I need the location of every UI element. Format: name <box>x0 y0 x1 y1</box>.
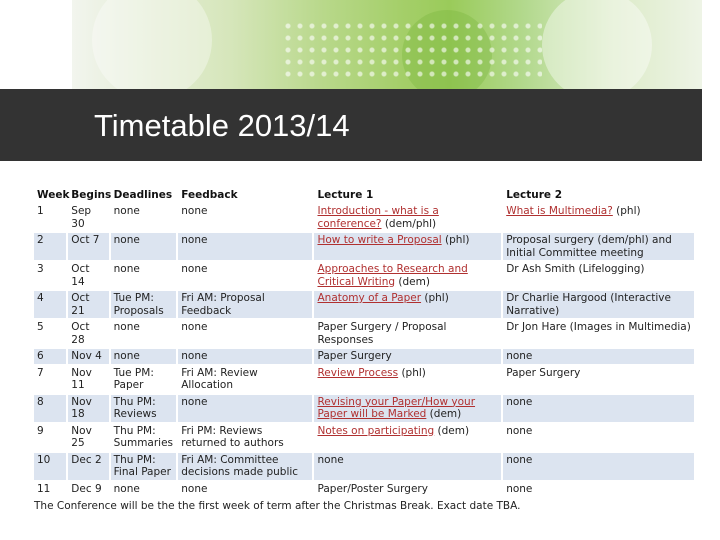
cell-begins: Oct 14 <box>71 263 90 288</box>
cell-week: 4 <box>34 291 66 318</box>
cell-deadlines: none <box>113 482 140 495</box>
slide-title: Timetable 2013/14 <box>94 108 350 143</box>
cell-deadlines: Thu PM: Reviews <box>111 395 177 422</box>
lecture-link[interactable]: Anatomy of a Paper <box>317 292 422 304</box>
lecture-text: Proposal surgery (dem/phl) and Initial Committee meeting <box>506 234 672 259</box>
cell-feedback: none <box>178 233 312 260</box>
cell-lecture-1 <box>314 349 501 364</box>
cell-feedback: none <box>181 321 208 333</box>
cell-lecture-1 <box>314 482 501 497</box>
cell-week: 9 <box>37 424 44 437</box>
timetable-table <box>32 186 696 498</box>
table-row <box>34 482 694 497</box>
cell-feedback: none <box>181 482 208 495</box>
cell-feedback: Fri AM: Proposal Feedback <box>178 291 312 318</box>
table-row <box>34 395 694 422</box>
cell-lecture-2 <box>503 262 694 289</box>
cell-week: 11 <box>37 482 51 495</box>
cell-deadlines: Tue PM: Proposals <box>111 291 177 318</box>
table-row <box>34 320 694 347</box>
lecture-text: none <box>506 424 533 437</box>
lecture-text: none <box>506 453 533 466</box>
table-row <box>34 291 694 318</box>
banner-image <box>72 0 702 89</box>
lecture-text: Paper Surgery <box>317 350 392 362</box>
lecture-link[interactable]: Introduction - what is a conference? <box>317 205 439 230</box>
cell-lecture-2 <box>503 204 694 231</box>
cell-begins: Dec 2 <box>68 453 108 480</box>
cell-lecture-2 <box>503 291 694 318</box>
footnote: The Conference will be the the first week of term after the Christmas Break. Exact date TBA. <box>34 500 521 512</box>
cell-deadlines: none <box>113 205 140 217</box>
cell-week: 6 <box>34 349 66 364</box>
cell-feedback: none <box>181 263 208 275</box>
cell-begins: Sep 30 <box>71 205 92 230</box>
cell-feedback: Fri PM: Reviews returned to authors <box>181 424 284 449</box>
cell-deadlines: Thu PM: Summaries <box>113 424 174 449</box>
cell-lecture-2 <box>503 320 694 347</box>
lecture-link[interactable]: Review Process <box>317 366 399 379</box>
cell-begins: Nov 4 <box>68 349 108 364</box>
cell-deadlines: Tue PM: Paper <box>113 366 154 391</box>
right-margin <box>702 0 720 540</box>
cell-week: 5 <box>37 321 44 333</box>
cell-week: 3 <box>37 263 44 275</box>
column-header: Deadlines <box>113 189 173 201</box>
cell-deadlines: none <box>113 263 140 275</box>
column-header: Feedback <box>181 189 238 201</box>
lecture-link[interactable]: Approaches to Research and Critical Writing <box>317 263 468 288</box>
top-left-margin <box>0 0 72 89</box>
lecture-text: none <box>506 350 533 362</box>
cell-feedback: none <box>178 349 312 364</box>
cell-deadlines: none <box>111 233 177 260</box>
header-row <box>34 188 694 202</box>
cell-begins: Oct 7 <box>68 233 108 260</box>
cell-lecture-1 <box>314 366 501 393</box>
table-row <box>34 453 694 480</box>
lecture-link[interactable]: What is Multimedia? <box>506 205 613 217</box>
lecture-text: (phl) <box>398 366 426 379</box>
table-row <box>34 366 694 393</box>
lecture-text: (dem) <box>395 275 430 288</box>
cell-feedback: none <box>181 205 208 217</box>
lecture-text: none <box>506 482 533 495</box>
cell-week: 1 <box>37 205 44 217</box>
cell-deadlines: none <box>111 349 177 364</box>
cell-lecture-1 <box>314 320 501 347</box>
cell-week: 8 <box>34 395 66 422</box>
cell-begins: Dec 9 <box>71 482 102 495</box>
lecture-link[interactable]: Revising your Paper/How your Paper will be Marked <box>317 395 476 420</box>
column-header: Lecture 1 <box>317 189 374 201</box>
cell-lecture-2 <box>503 349 694 364</box>
cell-lecture-2 <box>503 482 694 497</box>
table-row <box>34 349 694 364</box>
column-header: Lecture 2 <box>506 189 562 201</box>
cell-lecture-1 <box>314 453 501 480</box>
cell-lecture-2 <box>503 424 694 451</box>
table-row <box>34 233 694 260</box>
cell-lecture-1 <box>314 262 501 289</box>
cell-lecture-1 <box>314 291 501 318</box>
timetable <box>32 186 696 512</box>
lecture-link[interactable]: How to write a Proposal <box>317 234 442 246</box>
table-row <box>34 204 694 231</box>
lecture-text: (dem/phl) <box>381 217 437 230</box>
cell-lecture-2 <box>503 453 694 480</box>
cell-lecture-2 <box>503 395 694 422</box>
cell-lecture-1 <box>314 395 501 422</box>
lecture-text: (phl) <box>421 292 449 304</box>
table-row <box>34 424 694 451</box>
cell-begins: Oct 21 <box>68 291 108 318</box>
lecture-text: (phl) <box>612 205 641 217</box>
lecture-text: (dem) <box>426 408 462 420</box>
cell-week: 7 <box>37 366 44 379</box>
lecture-text: (dem) <box>434 424 470 437</box>
lecture-text: none <box>317 453 344 466</box>
table-row <box>34 262 694 289</box>
cell-lecture-1 <box>314 233 501 260</box>
lecture-text: none <box>506 395 533 408</box>
lecture-text: Paper Surgery <box>506 366 581 379</box>
cell-week: 10 <box>34 453 66 480</box>
cell-lecture-2 <box>503 366 694 393</box>
lecture-text: (phl) <box>441 234 470 246</box>
cell-lecture-2 <box>503 233 694 260</box>
cell-deadlines: Thu PM: Final Paper <box>111 453 177 480</box>
cell-begins: Nov 11 <box>71 366 92 391</box>
lecture-text: Dr Jon Hare (Images in Multimedia) <box>506 321 691 333</box>
cell-begins: Oct 28 <box>71 321 90 346</box>
lecture-text: Paper Surgery / Proposal Responses <box>317 321 447 346</box>
cell-lecture-1 <box>314 424 501 451</box>
cell-begins: Nov 18 <box>68 395 108 422</box>
lecture-text: Dr Charlie Hargood (Interactive Narrative) <box>506 292 671 317</box>
cell-week: 2 <box>34 233 66 260</box>
lecture-text: Dr Ash Smith (Lifelogging) <box>506 263 645 275</box>
cell-deadlines: none <box>113 321 140 333</box>
column-header: Week <box>37 189 70 201</box>
cell-feedback: Fri AM: Committee decisions made public <box>178 453 312 480</box>
lecture-text: Paper/Poster Surgery <box>317 482 428 495</box>
cell-feedback: Fri AM: Review Allocation <box>181 366 258 391</box>
cell-feedback: none <box>178 395 312 422</box>
cell-lecture-1 <box>314 204 501 231</box>
column-header: Begins <box>71 189 112 201</box>
cell-begins: Nov 25 <box>71 424 92 449</box>
lecture-link[interactable]: Notes on participating <box>317 424 435 437</box>
